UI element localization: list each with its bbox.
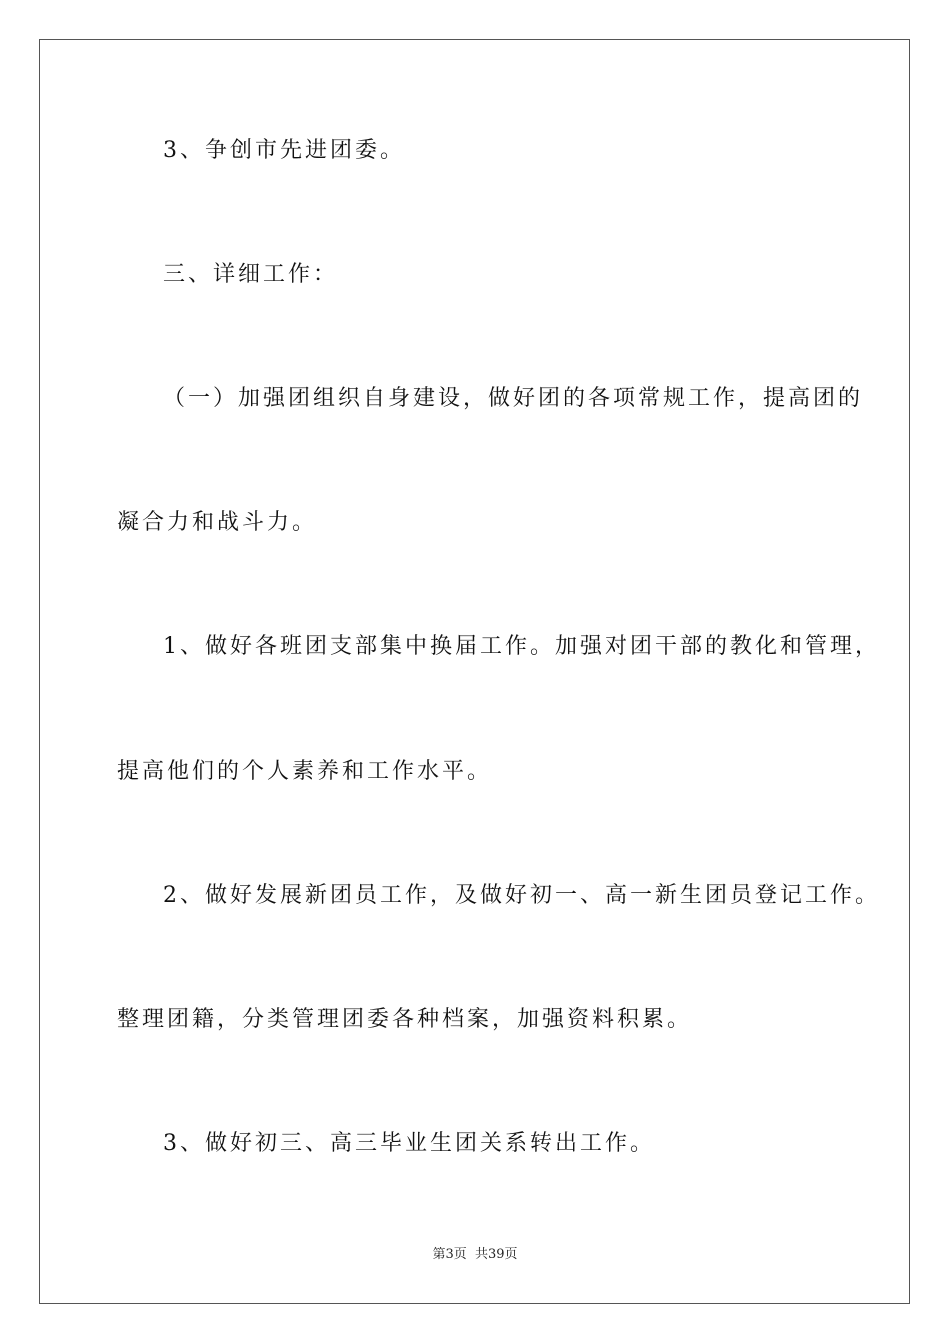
paragraph-goal-3: 3、争创市先进团委。 [163,138,405,163]
page-border [39,39,910,1304]
section-heading-detailed-work: 三、详细工作： [163,262,339,287]
item-2-cont: 整理团籍，分类管理团委各种档案，加强资料积累。 [117,1007,693,1032]
item-1: 1、做好各班团支部集中换届工作。加强对团干部的教化和管理， [163,634,880,659]
subsection-heading-1: （一）加强团组织自身建设，做好团的各项常规工作，提高团的 [163,386,864,411]
page-number: 第3页 共39页 [432,1247,518,1262]
item-1-cont: 提高他们的个人素养和工作水平。 [117,759,493,784]
item-2: 2、做好发展新团员工作，及做好初一、高一新生团员登记工作。 [163,883,880,908]
item-3: 3、做好初三、高三毕业生团关系转出工作。 [163,1131,655,1156]
subsection-heading-1-cont: 凝合力和战斗力。 [117,510,318,535]
